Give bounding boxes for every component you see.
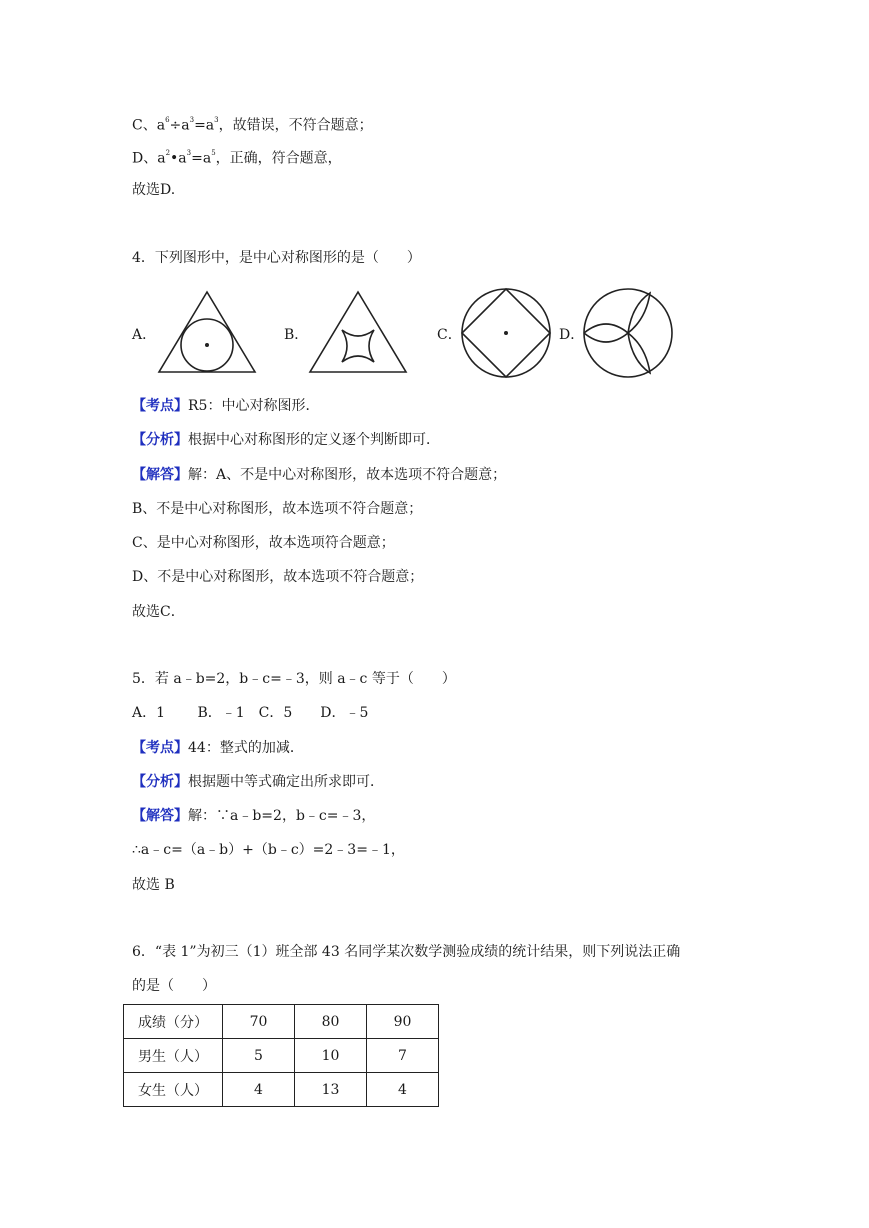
fenxi-text: 根据中心对称图形的定义逐个判断即可．: [188, 432, 440, 448]
q3-d-exp2: 3: [186, 149, 192, 157]
center-dot: [205, 343, 209, 347]
triangle-shape: [159, 292, 255, 372]
table-cell: 13: [295, 1073, 367, 1107]
q4-figure-a: [155, 288, 259, 376]
q4-label-a: A．: [132, 327, 157, 343]
petal-top-shape: [628, 293, 650, 333]
q5-jieda: [132, 807, 375, 825]
curved-triangle-shape: [342, 330, 374, 362]
table-cell: 4: [367, 1073, 439, 1107]
table-row: [124, 1039, 439, 1073]
fenxi-tag: 【分析】: [132, 774, 188, 790]
jieda-text: 解：A、不是中心对称图形，故本选项不符合题意；: [188, 467, 507, 483]
q3-c-exp2: 3: [189, 116, 195, 124]
q4-figure-c: [458, 285, 554, 381]
table-cell: 4: [223, 1073, 295, 1107]
q4-line-d: D、不是中心对称图形，故本选项不符合题意；: [132, 569, 424, 585]
q3-c-eq: =a: [194, 117, 215, 134]
q5-options: A．1 B．﹣1 C．5 D．﹣5: [132, 705, 369, 721]
jieda-tag: 【解答】: [132, 808, 188, 824]
q3-d-prefix: D、a: [132, 150, 166, 167]
table-cell: 成绩（分）: [124, 1005, 223, 1039]
q3-c-exp1: 6: [165, 116, 170, 124]
table-cell: 7: [367, 1039, 439, 1073]
fenxi-tag: 【分析】: [132, 432, 188, 448]
table-cell: 女生（人）: [124, 1073, 223, 1107]
q3-d-exp1: 2: [165, 149, 171, 157]
q6-question-line1: 6．“表 1”为初三（1）班全部 43 名同学某次数学测验成绩的统计结果，则下列说法正确: [132, 944, 681, 960]
q3-d-op: •a: [170, 150, 187, 167]
q3-d-eq: =a: [191, 150, 212, 167]
q4-fenxi: [132, 431, 440, 449]
q4-conclusion: 故选C．: [132, 604, 185, 620]
q4-label-b: B．: [284, 327, 309, 343]
q3-d-exp3: 5: [211, 149, 216, 157]
triangle-shape: [310, 292, 406, 372]
center-dot: [504, 331, 508, 335]
q3-c-op: ÷a: [169, 117, 190, 134]
q4-question: 4．下列图形中，是中心对称图形的是（ ）: [132, 250, 421, 266]
fenxi-text: 根据题中等式确定出所求即可．: [188, 774, 384, 790]
table-row: [124, 1073, 439, 1107]
q4-kaodian: [132, 397, 319, 415]
q4-figure-b: [306, 288, 410, 376]
kaodian-tag: 【考点】: [132, 740, 188, 756]
q4-jieda: [132, 466, 506, 484]
q4-line-b: B、不是中心对称图形，故本选项不符合题意；: [132, 501, 423, 517]
q3-c-prefix: C、a: [132, 117, 166, 134]
q5-line2: ∴a﹣c=（a﹣b）+（b﹣c）=2﹣3=﹣1，: [132, 842, 405, 858]
petal-left-shape: [584, 324, 628, 342]
table-cell: 10: [295, 1039, 367, 1073]
kaodian-tag: 【考点】: [132, 398, 188, 414]
table-cell: 90: [367, 1005, 439, 1039]
table-cell: 5: [223, 1039, 295, 1073]
kaodian-text: 44：整式的加减．: [188, 740, 304, 756]
scores-table: [123, 1004, 439, 1107]
q4-label-d: D．: [559, 327, 585, 343]
q4-label-c: C．: [437, 327, 462, 343]
q4-line-c: C、是中心对称图形，故本选项符合题意；: [132, 535, 395, 551]
table-header-row: [124, 1005, 439, 1039]
table-cell: 男生（人）: [124, 1039, 223, 1073]
q5-question: 5．若 a﹣b=2，b﹣c=﹣3，则 a﹣c 等于（ ）: [132, 671, 456, 687]
q3-d-suffix: ，正确，符合题意，: [215, 150, 342, 167]
table-cell: 80: [295, 1005, 367, 1039]
q3-c-exp3: 3: [214, 116, 219, 124]
q3-conclusion: 故选D.: [132, 182, 176, 198]
petal-bottom-shape: [628, 333, 650, 373]
q6-question-line2: 的是（ ）: [132, 978, 216, 994]
q5-kaodian: [132, 739, 304, 757]
q3-option-c: [132, 113, 373, 135]
jieda-tag: 【解答】: [132, 467, 188, 483]
q5-fenxi: [132, 773, 384, 791]
kaodian-text: R5：中心对称图形．: [188, 398, 320, 414]
q5-conclusion: 故选 B: [132, 877, 175, 893]
jieda-text: 解：∵a﹣b=2，b﹣c=﹣3，: [188, 808, 376, 824]
q4-figure-d: [580, 285, 676, 381]
q3-c-suffix: ，故错误，不符合题意；: [218, 117, 373, 134]
table-cell: 70: [223, 1005, 295, 1039]
q3-option-d: [132, 146, 342, 168]
